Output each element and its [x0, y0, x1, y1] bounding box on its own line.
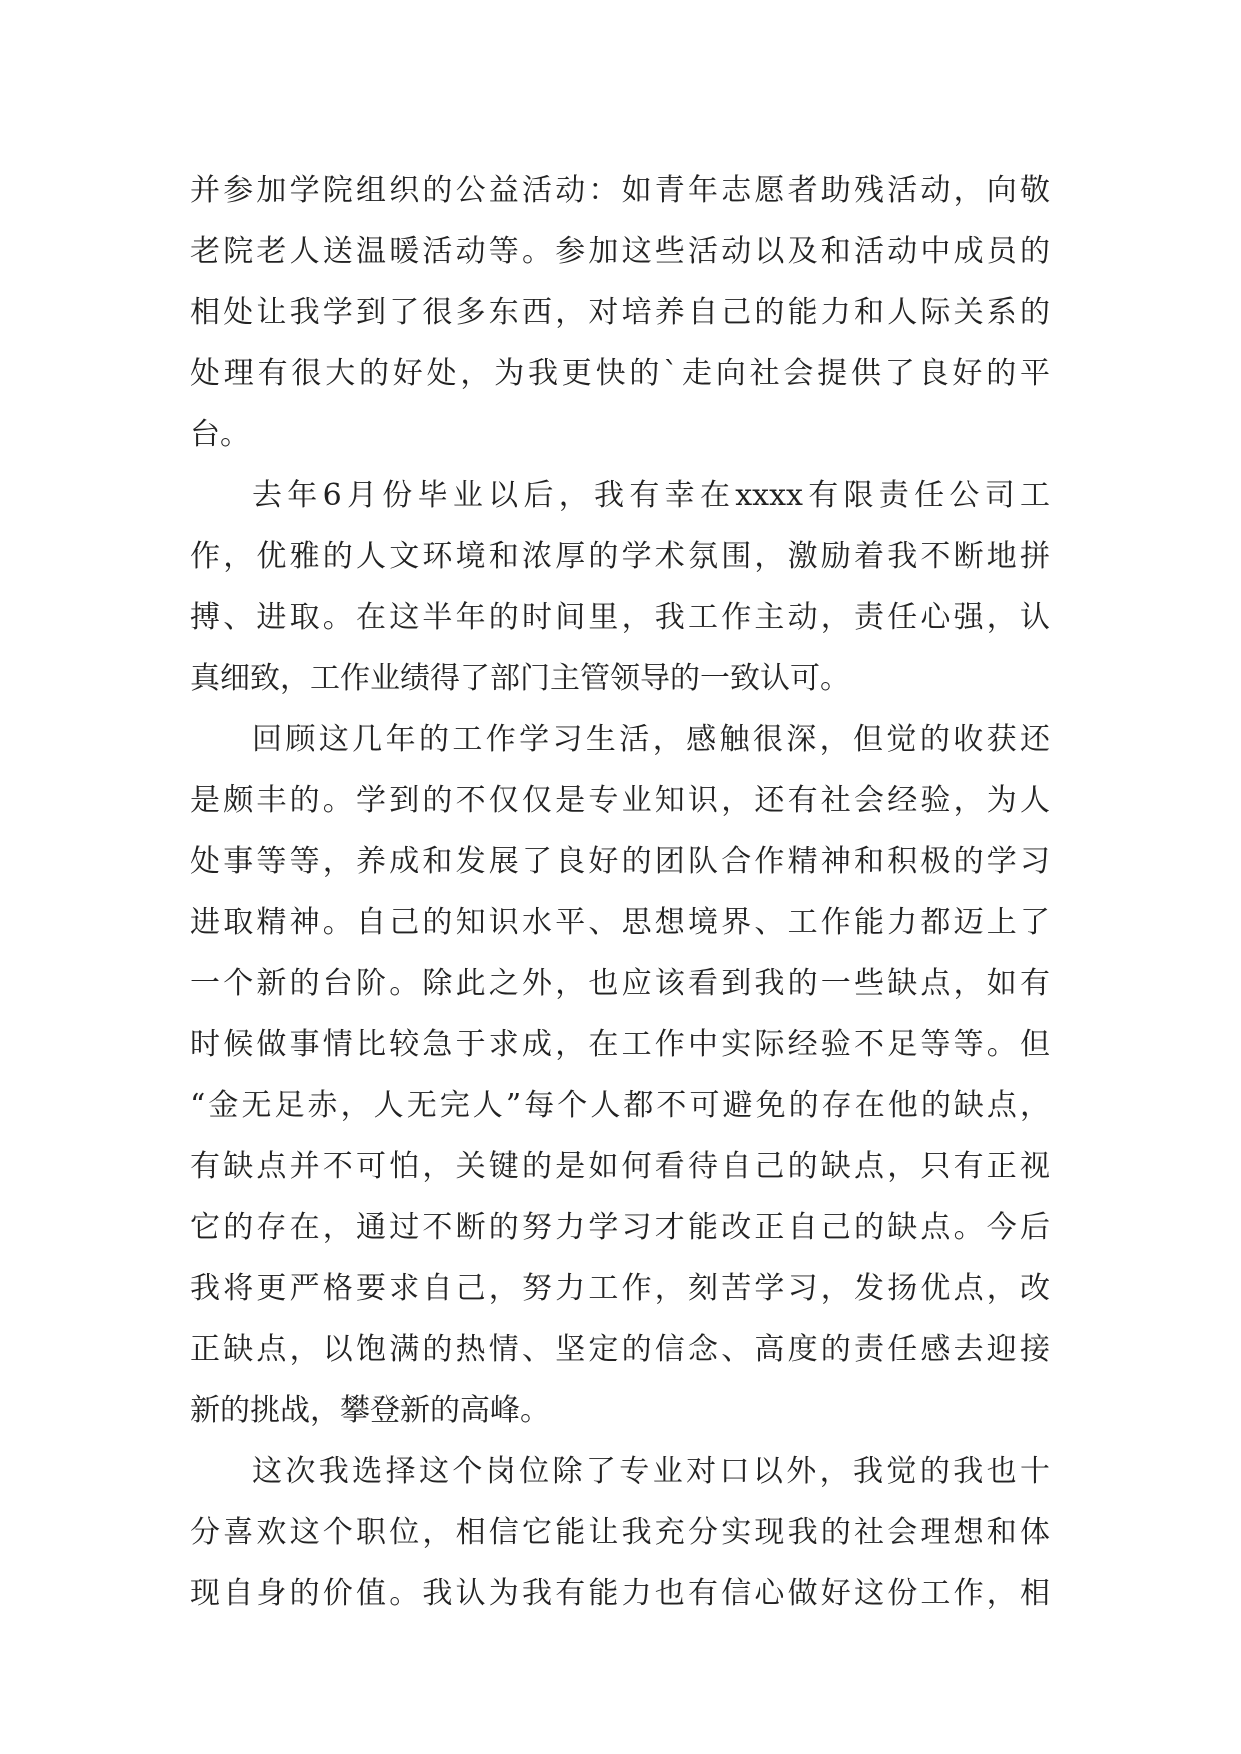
paragraph-3 — [190, 709, 1050, 1441]
text-line: 正缺点，以饱满的热情、坚定的信念、高度的责任感去迎接 — [190, 1332, 1050, 1367]
text-line: 相处让我学到了很多东西，对培养自己的能力和人际关系的 — [190, 295, 1050, 330]
text-line: 台。 — [190, 417, 250, 452]
text-line: 真细致，工作业绩得了部门主管领导的一致认可。 — [190, 661, 850, 696]
document-body — [190, 160, 1050, 1624]
text-line: 现自身的价值。我认为我有能力也有信心做好这份工作，相 — [190, 1576, 1050, 1611]
text-line: 回顾这几年的工作学习生活，感触很深，但觉的收获还 — [252, 722, 1050, 757]
text-line: 作，优雅的人文环境和浓厚的学术氛围，激励着我不断地拼 — [190, 539, 1050, 574]
paragraph-2 — [190, 465, 1050, 709]
text-line: 搏、进取。在这半年的时间里，我工作主动，责任心强，认 — [190, 600, 1050, 635]
text-line: 进取精神。自己的知识水平、思想境界、工作能力都迈上了 — [190, 905, 1050, 940]
text-line: 这次我选择这个岗位除了专业对口以外，我觉的我也十 — [252, 1454, 1050, 1489]
text-line: 老院老人送温暖活动等。参加这些活动以及和活动中成员的 — [190, 234, 1050, 269]
text-line: 处理有很大的好处，为我更快的`走向社会提供了良好的平 — [190, 356, 1050, 391]
text-line: 并参加学院组织的公益活动：如青年志愿者助残活动，向敬 — [190, 173, 1050, 208]
text-line: 分喜欢这个职位，相信它能让我充分实现我的社会理想和体 — [190, 1515, 1050, 1550]
paragraph-4 — [190, 1441, 1050, 1624]
text-line: 新的挑战，攀登新的高峰。 — [190, 1393, 550, 1428]
text-line: 有缺点并不可怕，关键的是如何看待自己的缺点，只有正视 — [190, 1149, 1050, 1184]
paragraph-1 — [190, 160, 1050, 465]
text-line: 一个新的台阶。除此之外，也应该看到我的一些缺点，如有 — [190, 966, 1050, 1001]
text-line: “金无足赤，人无完人”每个人都不可避免的存在他的缺点， — [190, 1088, 1050, 1123]
text-line: 时候做事情比较急于求成，在工作中实际经验不足等等。但 — [190, 1027, 1050, 1062]
text-line: 是颇丰的。学到的不仅仅是专业知识，还有社会经验，为人 — [190, 783, 1050, 818]
text-line: 它的存在，通过不断的努力学习才能改正自己的缺点。今后 — [190, 1210, 1050, 1245]
text-line: 处事等等，养成和发展了良好的团队合作精神和积极的学习 — [190, 844, 1050, 879]
text-line: 我将更严格要求自己，努力工作，刻苦学习，发扬优点，改 — [190, 1271, 1050, 1306]
text-line: 去年6月份毕业以后，我有幸在xxxx有限责任公司工 — [252, 478, 1050, 513]
